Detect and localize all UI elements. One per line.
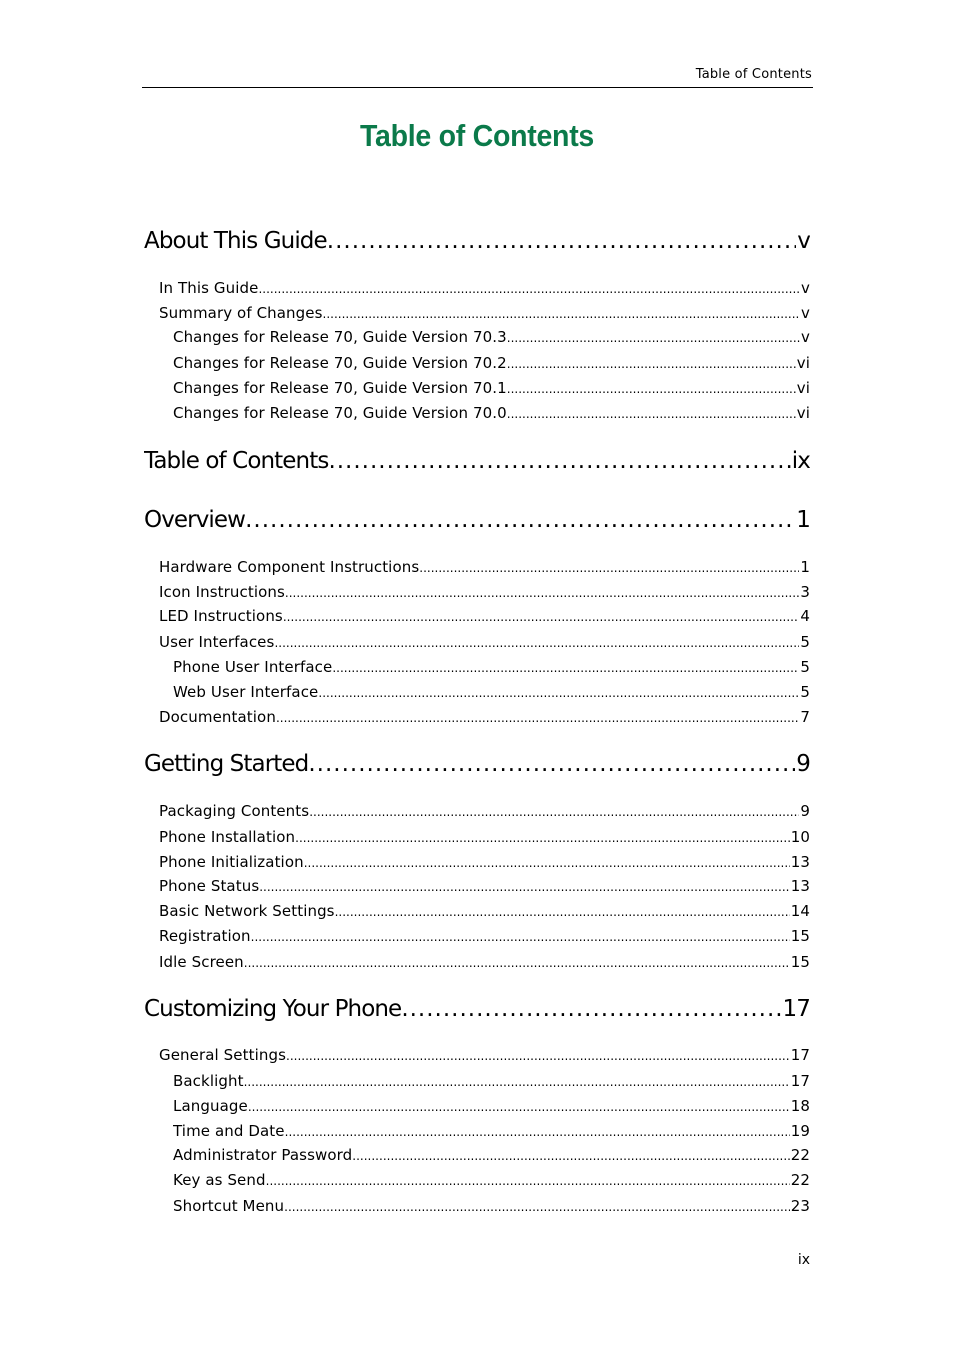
dot-leader [327,228,797,254]
toc-page-number: 13 [790,853,810,871]
dot-leader [309,805,799,819]
toc-page-number: v [801,304,810,322]
toc-entry-label: Backlight [173,1072,244,1090]
toc-entry-label: Changes for Release 70, Guide Version 70.2 [173,354,507,372]
toc-entry[interactable] [173,1122,810,1140]
toc-page-number: 9 [796,751,810,777]
dot-leader [251,930,790,944]
toc-chapter-entry[interactable] [144,228,810,254]
toc-entry-label: Changes for Release 70, Guide Version 70.1 [173,379,507,397]
toc-entry[interactable] [173,404,810,422]
page-number: ix [797,1252,810,1268]
toc-page-number: 15 [790,953,810,971]
running-header: Table of Contents [695,67,812,82]
dot-leader [419,561,799,575]
toc-page-number: 17 [790,1072,810,1090]
toc-entry[interactable] [159,558,810,576]
toc-entry[interactable] [159,708,810,726]
toc-entry[interactable] [159,953,810,971]
dot-leader [266,1174,790,1188]
toc-page-number: 7 [800,708,810,726]
toc-page-number: 19 [790,1122,810,1140]
toc-page-number: 22 [790,1146,810,1164]
toc-entry-label: Time and Date [173,1122,285,1140]
dot-leader [295,831,790,845]
toc-entry-label: Web User Interface [173,683,319,701]
toc-entry-label: Hardware Component Instructions [159,558,420,576]
dot-leader [352,1149,789,1163]
toc-entry-label: Overview [144,507,246,533]
toc-entry-label: Getting Started [144,751,309,777]
dot-leader [308,751,795,777]
toc-entry[interactable] [159,633,810,651]
toc-page-number: 5 [800,633,810,651]
dot-leader [332,661,799,675]
dot-leader [274,636,799,650]
dot-leader [259,880,789,894]
toc-entry-label: Customizing Your Phone [144,996,402,1022]
toc-entry-label: Idle Screen [159,953,244,971]
toc-entry[interactable] [173,328,810,346]
dot-leader [284,1200,790,1214]
dot-leader [507,331,800,345]
toc-page-number: vi [796,354,810,372]
toc-page-number: 4 [800,607,810,625]
dot-leader [258,282,800,296]
toc-page-number: v [801,328,810,346]
toc-entry-label: Key as Send [173,1171,266,1189]
dot-leader [285,586,799,600]
toc-page-number: 22 [790,1171,810,1189]
toc-entry-label: Phone Initialization [159,853,304,871]
toc-page-number: v [797,228,810,254]
toc-chapter-entry[interactable] [144,507,810,533]
toc-entry-label: Administrator Password [173,1146,353,1164]
dot-leader [276,711,799,725]
dot-leader [245,507,795,533]
dot-leader [328,448,790,474]
toc-entry-label: Changes for Release 70, Guide Version 70.0 [173,404,507,422]
toc-entry-label: Phone Status [159,877,260,895]
toc-entry[interactable] [159,279,810,297]
toc-page-number: 1 [796,507,810,533]
toc-chapter-entry[interactable] [144,751,810,777]
toc-chapter-entry[interactable] [144,448,810,474]
toc-entry[interactable] [159,802,810,820]
toc-page-number: v [801,279,810,297]
toc-entry[interactable] [159,902,810,920]
dot-leader [323,307,800,321]
toc-entry[interactable] [173,354,810,372]
toc-chapter-entry[interactable] [144,996,810,1022]
toc-entry-label: Packaging Contents [159,802,310,820]
toc-page-number: vi [796,404,810,422]
toc-entry[interactable] [173,1146,810,1164]
toc-entry[interactable] [159,583,810,601]
toc-entry-label: General Settings [159,1046,287,1064]
dot-leader [507,357,796,371]
toc-page-number: 5 [800,683,810,701]
toc-page-number: ix [791,448,810,474]
toc-page-number: 17 [782,996,810,1022]
toc-entry[interactable] [159,927,810,945]
toc-entry[interactable] [173,1072,810,1090]
toc-entry-label: Language [173,1097,248,1115]
toc-entry-label: User Interfaces [159,633,275,651]
toc-entry-label: Shortcut Menu [173,1197,285,1215]
toc-entry[interactable] [159,1046,810,1064]
dot-leader [335,905,790,919]
toc-page-number: 10 [790,828,810,846]
page-title: Table of Contents [359,118,595,153]
toc-page-number: 18 [790,1097,810,1115]
toc-entry[interactable] [173,1097,810,1115]
toc-page-number: 9 [800,802,810,820]
toc-page-number: vi [796,379,810,397]
toc-entry-label: Table of Contents [144,448,329,474]
toc-page-number: 17 [790,1046,810,1064]
dot-leader [401,996,781,1022]
toc-entry-label: LED Instructions [159,607,283,625]
toc-entry[interactable] [159,877,810,895]
dot-leader [285,1125,790,1139]
toc-page-number: 14 [790,902,810,920]
toc-page-number: 5 [800,658,810,676]
toc-entry-label: About This Guide [144,228,327,254]
toc-entry[interactable] [173,1171,810,1189]
toc-page-number: 15 [790,927,810,945]
toc-entry[interactable] [173,1197,810,1215]
toc-entry[interactable] [173,379,810,397]
toc-entry[interactable] [173,683,810,701]
toc-entry-label: Basic Network Settings [159,902,335,920]
toc-entry-label: In This Guide [159,279,259,297]
toc-entry[interactable] [159,304,810,322]
dot-leader [286,1049,790,1063]
toc-entry[interactable] [173,658,810,676]
dot-leader [318,686,799,700]
header-rule [142,87,813,88]
dot-leader [304,856,790,870]
toc-entry-label: Registration [159,927,251,945]
toc-page-number: 1 [800,558,810,576]
dot-leader [507,382,796,396]
toc-page-number: 3 [800,583,810,601]
toc-entry-label: Phone User Interface [173,658,333,676]
dot-leader [244,1075,790,1089]
toc-entry[interactable] [159,853,810,871]
dot-leader [507,407,796,421]
toc-entry-label: Icon Instructions [159,583,285,601]
dot-leader [248,1100,790,1114]
toc-entry-label: Changes for Release 70, Guide Version 70.3 [173,328,507,346]
toc-page-number: 13 [790,877,810,895]
toc-entry-label: Documentation [159,708,276,726]
dot-leader [244,956,790,970]
dot-leader [283,610,799,624]
toc-entry[interactable] [159,607,810,625]
toc-entry-label: Summary of Changes [159,304,323,322]
toc-entry-label: Phone Installation [159,828,296,846]
toc-page-number: 23 [790,1197,810,1215]
toc-entry[interactable] [159,828,810,846]
